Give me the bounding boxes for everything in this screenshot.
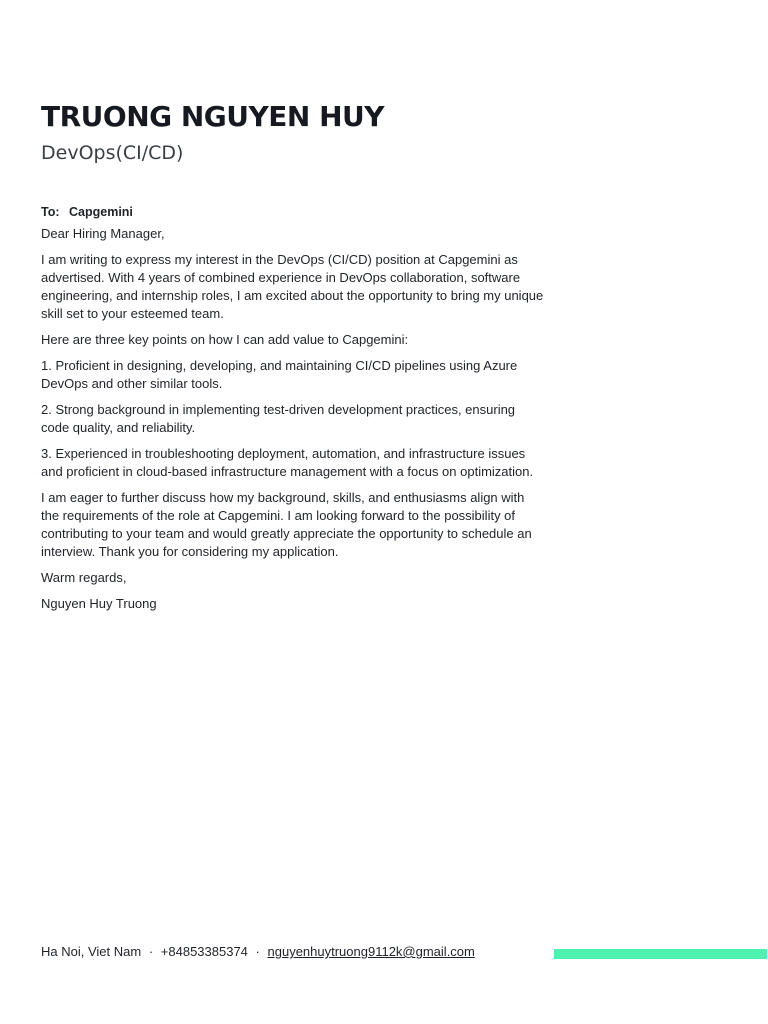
- applicant-role: DevOps(CI/CD): [41, 142, 184, 164]
- paragraph-point-2: 2. Strong background in implementing test-driven development practices, ensuring code quality, and reliability.: [41, 402, 516, 435]
- paragraph-point-3: 3. Experienced in troubleshooting deployment, automation, and infrastructure issues and proficient in cloud-based infrastructure management with a focus on optimization.: [41, 446, 534, 479]
- paragraph-key-points-intro: Here are three key points on how I can add value to Capgemini:: [41, 332, 409, 347]
- closing: Warm regards,: [41, 570, 127, 585]
- contact-footer: [41, 943, 475, 961]
- signature: Nguyen Huy Truong: [41, 596, 157, 611]
- contact-phone: +84853385374: [160, 944, 248, 959]
- recipient-name: Capgemini: [69, 205, 133, 219]
- contact-location: Ha Noi, Viet Nam: [41, 944, 142, 959]
- accent-bar: [554, 949, 767, 959]
- greeting: Dear Hiring Manager,: [41, 226, 165, 241]
- separator: ·: [148, 944, 154, 959]
- paragraph-closing-statement: I am eager to further discuss how my background, skills, and enthusiasms align with the requirements of the role at Capgemini. I am looking forward to the possibility of contributing to your team and would greatly appreciate the opportunity to schedule an interview. Thank you for considering my application.: [41, 490, 532, 559]
- recipient-line: [41, 203, 546, 221]
- to-label: To:: [41, 205, 60, 219]
- paragraph-intro: I am writing to express my interest in the DevOps (CI/CD) position at Capgemini as advertised. With 4 years of combined experience in DevOps collaboration, software engineering, and internship roles, I am excited about the opportunity to bring my unique skill set to your esteemed team.: [41, 252, 544, 321]
- applicant-name: TRUONG NGUYEN HUY: [41, 100, 385, 133]
- separator: ·: [255, 944, 260, 959]
- letter-body: [41, 203, 546, 621]
- paragraph-point-1: 1. Proficient in designing, developing, and maintaining CI/CD pipelines using Azure DevOps and other similar tools.: [41, 358, 518, 391]
- letter-header: [41, 100, 701, 166]
- contact-email-link[interactable]: nguyenhuytruong9112k@gmail.com: [267, 944, 475, 959]
